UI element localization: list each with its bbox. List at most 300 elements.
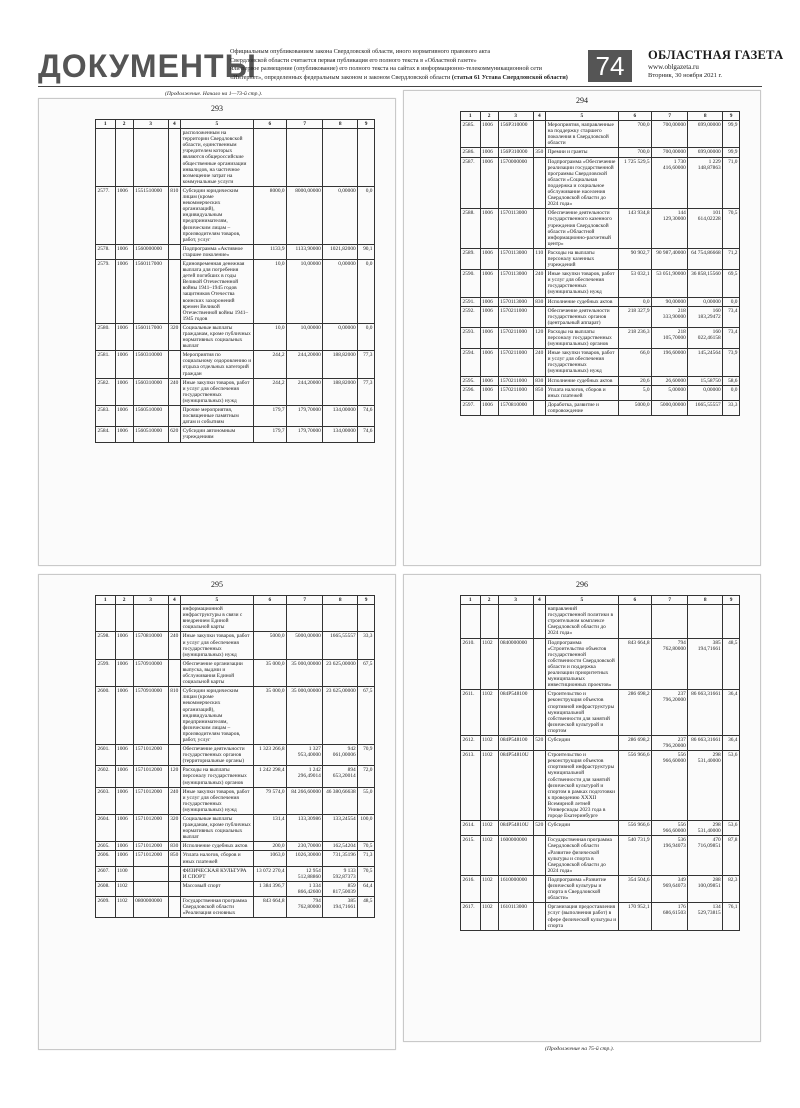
table-cell: 1006	[115, 406, 133, 427]
table-cell: 55,0	[358, 787, 375, 814]
table-cell: 99,9	[723, 121, 740, 148]
table-row	[96, 815, 375, 842]
table-cell: 1560510000	[133, 427, 168, 442]
table-cell: 1006	[480, 121, 498, 148]
table-cell: 354 504,6	[618, 875, 651, 902]
table-cell: 2606.	[96, 851, 116, 866]
notice-line: или первое размещение (опубликование) его полного текста на сайтах в информационно-телекоммуникационной сети	[230, 65, 542, 73]
table-cell: 556 966,6	[618, 821, 651, 836]
table-cell: 71,0	[723, 157, 740, 209]
table-cell: 1 242 298,4	[253, 766, 286, 787]
table-cell	[96, 129, 116, 187]
table-row	[461, 306, 740, 327]
table-cell: 1102	[480, 690, 498, 736]
table-cell: 240	[168, 787, 181, 814]
table-cell: 1102	[480, 836, 498, 876]
table-cell	[533, 121, 546, 148]
table-cell: 67,5	[358, 687, 375, 745]
column-header: 7	[287, 596, 323, 605]
table-cell: 71,3	[358, 851, 375, 866]
table-cell: 350	[533, 148, 546, 157]
table-cell: 2616.	[461, 875, 481, 902]
column-header: 6	[253, 120, 286, 129]
table-cell: 699,00000	[688, 148, 723, 157]
table-cell: 1665,55557	[688, 400, 723, 415]
table-cell: Исполнение судебных актов	[546, 297, 619, 306]
table-cell: 90 902,7	[618, 248, 651, 269]
table-cell: направлений государственной политики в строительном комплексе Свердловской области до 2024 года»	[546, 605, 619, 638]
table-cell: 1560117000	[133, 259, 168, 323]
column-header: 2	[480, 112, 498, 121]
table-cell	[133, 605, 168, 632]
table-cell: 2580.	[96, 323, 116, 350]
table-cell: 179,7	[253, 406, 286, 427]
table-cell: Подпрограмма «Развитие физической культуры и спорта в Свердловской области»	[546, 875, 619, 902]
table-cell: 1006	[115, 745, 133, 766]
table-cell: 385 194,71661	[688, 638, 723, 690]
table-cell: 145,24564	[688, 349, 723, 376]
table-cell: 1006	[480, 349, 498, 376]
table-cell: 90,1	[358, 244, 375, 259]
table-row	[96, 787, 375, 814]
page-header	[0, 0, 800, 92]
table-cell: Государственная программа Свердловской области «Реализация основных	[181, 897, 254, 918]
column-header: 2	[480, 596, 498, 605]
table-cell	[253, 605, 286, 632]
column-header: 5	[546, 112, 619, 121]
column-header: 9	[723, 596, 740, 605]
table-cell: Единовременная денежная выплата для погребения детей погибших в годы Великой Отечественной войны 1941–1945 годов защитников Отечества воинских захоронений времен Великой Отечественной войны 1941–1945 годов	[181, 259, 254, 323]
table-cell	[533, 903, 546, 930]
table-cell: 843 664,8	[253, 897, 286, 918]
table-cell: 1610113000	[498, 903, 533, 930]
column-header: 5	[181, 596, 254, 605]
table-cell	[498, 605, 533, 638]
table-cell: 1006	[115, 766, 133, 787]
table-cell: 0840000000	[498, 638, 533, 690]
table-cell: 2599.	[96, 659, 116, 686]
table-cell	[652, 605, 688, 638]
table-cell: 5000,00000	[652, 400, 688, 415]
table-cell: 2583.	[96, 406, 116, 427]
table-cell: 86 663,31661	[688, 690, 723, 736]
table-cell: 700,00000	[652, 148, 688, 157]
sheet-page-number: 295	[211, 580, 223, 589]
table-row	[461, 157, 740, 209]
table-cell: 162,54204	[323, 842, 358, 851]
table-cell: 1571012000	[133, 787, 168, 814]
document-sheet-296	[403, 574, 761, 1042]
table-cell: 1 334 866,42600	[287, 881, 323, 896]
budget-table	[95, 595, 375, 918]
table-cell: 1102	[480, 903, 498, 930]
table-cell: 1006	[115, 632, 133, 659]
table-row	[96, 323, 375, 350]
table-cell	[533, 306, 546, 327]
table-cell: Расходы на выплаты персоналу государственных (муниципальных) органов	[546, 327, 619, 348]
table-cell: 5,0	[618, 385, 651, 400]
table-cell: 1571012000	[133, 766, 168, 787]
table-cell: 230,70000	[287, 842, 323, 851]
table-cell	[533, 751, 546, 821]
table-cell: 5000,00000	[287, 632, 323, 659]
table-cell: 101 614,02228	[688, 209, 723, 249]
table-cell: 69,5	[723, 270, 740, 297]
table-cell: 1560310000	[133, 378, 168, 405]
table-cell: 1006	[115, 842, 133, 851]
table-cell: 1006	[115, 186, 133, 244]
table-cell: 240	[533, 270, 546, 297]
notice-line-text: «Интернет», определенных федеральным законом и законом Свердловской области	[230, 73, 451, 81]
table-cell: 1570211000	[498, 385, 533, 400]
table-cell: 794 762,80000	[287, 897, 323, 918]
notice-line: Официальным опубликованием закона Свердловской области, иного нормативного правового акта	[230, 48, 491, 55]
table-cell: Иные закупки товаров, работ и услуг для обеспечения государственных (муниципальных) нужд	[546, 349, 619, 376]
section-logo: ДОКУМЕНТЫ	[38, 48, 257, 84]
table-cell: 084Р548100	[498, 690, 533, 736]
table-cell: 1006	[480, 327, 498, 348]
column-header: 3	[133, 120, 168, 129]
table-cell: 2579.	[96, 259, 116, 323]
table-row	[461, 349, 740, 376]
table-cell: Организация предоставления услуг (выполнения работ) в сфере физической культуры и спорта	[547, 904, 617, 929]
document-sheet-294	[403, 90, 761, 566]
document-sheet-295	[38, 574, 396, 1050]
table-cell: 286 698,2	[618, 690, 651, 736]
table-cell: 2610.	[461, 638, 481, 690]
table-row	[461, 121, 740, 148]
table-cell: 700,00000	[652, 121, 688, 148]
table-cell: 1571012000	[133, 745, 168, 766]
table-cell	[168, 244, 181, 259]
table-cell	[323, 129, 358, 187]
table-cell: 2592.	[461, 306, 481, 327]
table-cell: 100,0	[358, 815, 375, 842]
table-cell: 33,3	[723, 400, 740, 415]
table-cell: 2578.	[96, 244, 116, 259]
table-row	[96, 378, 375, 405]
table-cell: 1560117000	[133, 323, 168, 350]
table-cell: 810	[168, 186, 181, 244]
table-cell: 1 242 296,49014	[287, 766, 323, 787]
table-cell: Иные закупки товаров, работ и услуг для обеспечения государственных (муниципальных) нужд	[181, 632, 254, 659]
table-cell: 1102	[480, 875, 498, 902]
table-cell: 70,9	[358, 745, 375, 766]
table-cell: 1006	[480, 157, 498, 209]
table-cell: 1102	[480, 751, 498, 821]
table-cell: 2596.	[461, 385, 481, 400]
table-cell: 67,5	[358, 659, 375, 686]
table-cell: 556 966,6	[618, 751, 651, 821]
table-cell: 1570211000	[498, 327, 533, 348]
table-cell	[533, 638, 546, 690]
table-cell: 731,35196	[323, 851, 358, 866]
table-cell: 1102	[115, 897, 133, 918]
table-cell: 240	[168, 378, 181, 405]
table-cell: 1571012000	[133, 842, 168, 851]
column-header: 9	[723, 112, 740, 121]
table-cell: Подпрограмма «Строительство объектов государственной собственности Свердловской области и поддержка реализации приоритетных муниципальных инвестиционных проектов»	[546, 638, 619, 690]
table-cell: Обеспечение деятельности государственного казенного учреждения Свердловской области «Областной информационно-расчетный центр»	[546, 209, 619, 249]
budget-table	[95, 119, 375, 443]
table-row	[461, 903, 740, 930]
table-cell	[533, 605, 546, 638]
table-row	[96, 605, 375, 632]
table-cell	[358, 129, 375, 187]
table-cell: 1102	[115, 881, 133, 896]
table-row	[461, 376, 740, 385]
table-cell: 1006	[115, 323, 133, 350]
column-header: 8	[688, 112, 723, 121]
table-cell: 1006	[480, 297, 498, 306]
column-header: 1	[96, 596, 116, 605]
table-cell: 237 796,20000	[652, 690, 688, 736]
table-cell: 1006	[480, 376, 498, 385]
table-cell	[168, 605, 181, 632]
official-notice	[230, 48, 582, 82]
table-cell: 35 000,0	[253, 687, 286, 745]
table-cell: 1570113000	[498, 209, 533, 249]
table-cell: 0,00000	[323, 186, 358, 244]
table-cell: 134,00000	[323, 406, 358, 427]
table-cell: 2600.	[96, 687, 116, 745]
table-cell: 10,00000	[287, 259, 323, 323]
budget-table	[460, 595, 740, 931]
table-cell: Социальные выплаты гражданам, кроме публичных нормативных социальных выплат	[181, 815, 254, 842]
table-cell: 144 129,30000	[652, 209, 688, 249]
column-header: 7	[287, 120, 323, 129]
notice-line	[230, 74, 582, 83]
column-header: 2	[115, 596, 133, 605]
table-row	[96, 745, 375, 766]
table-row	[96, 351, 375, 378]
table-row	[461, 327, 740, 348]
table-cell: 1 730 416,60000	[652, 157, 688, 209]
table-cell: 73,9	[723, 349, 740, 376]
table-cell: 2593.	[461, 327, 481, 348]
table-cell: Иные закупки товаров, работ и услуг для обеспечения государственных (муниципальных) нужд	[181, 378, 254, 405]
table-cell	[533, 400, 546, 415]
table-cell: 1570113000	[498, 248, 533, 269]
table-cell: 133,24554	[323, 815, 358, 842]
table-cell: 1570810000	[498, 400, 533, 415]
table-cell: 1006	[480, 270, 498, 297]
table-cell	[533, 690, 546, 736]
table-cell	[253, 129, 286, 187]
table-cell	[618, 605, 651, 638]
column-header: 7	[652, 112, 688, 121]
table-cell: 5000,0	[253, 632, 286, 659]
notice-bold-text: (статья 61 Устава Свердловской области)	[451, 73, 568, 81]
table-cell	[533, 875, 546, 902]
column-header: 2	[115, 120, 133, 129]
table-cell: 2588.	[461, 209, 481, 249]
table-cell: 1560510000	[133, 406, 168, 427]
table-cell: 79 574,0	[253, 787, 286, 814]
table-cell: 0,00000	[688, 385, 723, 400]
column-header: 4	[168, 596, 181, 605]
newspaper-url[interactable]: www.oblgazeta.ru	[648, 63, 699, 71]
table-cell	[168, 129, 181, 187]
table-cell: 131,4	[253, 815, 286, 842]
table-cell: 540 731,9	[618, 836, 651, 876]
column-header: 8	[688, 596, 723, 605]
table-cell: 58,6	[723, 376, 740, 385]
table-cell: 2605.	[96, 842, 116, 851]
column-header: 1	[461, 596, 481, 605]
table-cell: Исполнение судебных актов	[181, 842, 254, 851]
table-cell: 179,70000	[287, 427, 323, 442]
table-cell: 1006	[480, 148, 498, 157]
table-cell: 35 000,00000	[287, 687, 323, 745]
column-header: 1	[461, 112, 481, 121]
table-cell	[96, 605, 116, 632]
table-row	[96, 244, 375, 259]
table-cell: 1570910000	[133, 659, 168, 686]
table-cell: 196,60000	[652, 349, 688, 376]
table-cell: 244,20000	[287, 351, 323, 378]
table-cell: 23 625,00000	[323, 687, 358, 745]
table-cell: 700,0	[618, 121, 651, 148]
table-cell: 10,0	[253, 323, 286, 350]
table-cell: 0,0	[723, 385, 740, 400]
table-cell: 1006	[115, 378, 133, 405]
table-cell: 320	[168, 815, 181, 842]
table-cell: 0,00000	[323, 259, 358, 323]
table-cell: 1 229 148,87863	[688, 157, 723, 209]
table-cell: 143 934,8	[618, 209, 651, 249]
table-cell: 556 966,60000	[652, 821, 688, 836]
table-cell: 2617.	[461, 903, 481, 930]
table-cell: 240	[168, 632, 181, 659]
table-row	[96, 632, 375, 659]
table-cell: 2584.	[96, 427, 116, 442]
table-cell: 33,3	[358, 632, 375, 659]
table-cell: 84 266,60000	[287, 787, 323, 814]
table-cell: 1560000000	[133, 244, 168, 259]
table-cell: 35 000,00000	[287, 659, 323, 686]
table-cell	[533, 157, 546, 209]
table-cell: 218 236,3	[618, 327, 651, 348]
table-cell: 2609.	[96, 897, 116, 918]
table-cell: 084Р54810U	[498, 821, 533, 836]
table-row	[461, 690, 740, 736]
table-cell: 2598.	[96, 632, 116, 659]
table-cell: 1 323 266,8	[253, 745, 286, 766]
table-cell: Доработка, развитие и сопровождение	[546, 400, 619, 415]
table-cell: 244,20000	[287, 378, 323, 405]
table-cell	[115, 129, 133, 187]
table-cell: Строительство и реконструкция объектов спортивной инфраструктуры муниципальной собственности для занятий физической культурой и спортом	[546, 690, 619, 736]
table-row	[461, 605, 740, 638]
table-cell: Субсидии юридическим лицам (кроме некоммерческих организаций), индивидуальным предпринимателям, физическим лицам – производителям товаров, работ, услуг	[181, 186, 254, 244]
table-cell: 1570000000	[498, 157, 533, 209]
table-cell: 82,3	[723, 875, 740, 902]
table-cell: 13 072 270,4	[253, 866, 286, 881]
table-row	[461, 248, 740, 269]
table-cell: 1100	[115, 866, 133, 881]
table-cell: 218 333,90000	[652, 306, 688, 327]
table-cell: 120	[168, 766, 181, 787]
table-cell: Иные закупки товаров, работ и услуг для обеспечения государственных (муниципальных) нужд	[181, 787, 254, 814]
column-header: 3	[498, 596, 533, 605]
column-header: 8	[323, 596, 358, 605]
table-row	[96, 897, 375, 918]
table-cell: 90,00000	[652, 297, 688, 306]
table-cell: 160 183,29472	[688, 306, 723, 327]
table-row	[96, 659, 375, 686]
table-cell: 1560310000	[133, 351, 168, 378]
table-cell: 298 531,40000	[688, 821, 723, 836]
table-cell: 218 327,9	[618, 306, 651, 327]
column-header: 9	[358, 120, 375, 129]
table-cell: Расходы на выплаты персоналу государственных (муниципальных) органов	[181, 766, 254, 787]
table-cell: Иные закупки товаров, работ и услуг для обеспечения государственных (муниципальных) нужд	[546, 270, 619, 297]
table-cell: 830	[168, 842, 181, 851]
table-cell: Расходы на выплаты персоналу казенных учреждений	[546, 248, 619, 269]
table-cell: 20,6	[618, 376, 651, 385]
table-cell: 2612.	[461, 735, 481, 750]
table-cell: 0,0	[358, 323, 375, 350]
table-cell: 53,6	[723, 821, 740, 836]
table-row	[96, 766, 375, 787]
table-cell	[723, 605, 740, 638]
table-cell: Прочие мероприятия, посвященные памятным датам и событиям	[181, 406, 254, 427]
table-cell: 8000,0	[253, 186, 286, 244]
table-cell: Строительство и реконструкция объектов спортивной инфраструктуры муниципальной собственности для занятий физической культурой и спортом в рамках подготовки к проведению XXXII Всемирной летней Универсиады 2023 года в городе Екатеринбурге	[546, 751, 619, 821]
table-cell: 73,4	[723, 306, 740, 327]
table-cell: 1006	[115, 244, 133, 259]
table-cell: 1006	[115, 259, 133, 323]
table-cell: 1006	[480, 400, 498, 415]
table-cell: 1570211000	[498, 376, 533, 385]
table-cell: 1 384 396,7	[253, 881, 286, 896]
table-header-row	[96, 596, 375, 605]
table-cell: 1006	[480, 248, 498, 269]
table-cell: 26,60000	[652, 376, 688, 385]
table-cell	[287, 605, 323, 632]
table-cell: 1133,9	[253, 244, 286, 259]
table-cell: 53 032,1	[618, 270, 651, 297]
table-cell: Государственная программа Свердловской области «Развитие физической культуры и спорта в Свердловской области до 2024 года»	[546, 836, 619, 876]
table-cell	[115, 605, 133, 632]
column-header: 1	[96, 120, 116, 129]
table-cell: информационной инфраструктуры в связи с внедрением Единой социальной карты	[181, 605, 254, 632]
table-cell: расположенным на территории Свердловской области, единственным учредителем которых являются общероссийские общественные организации инвалидов, на частичное возмещение затрат на коммунальные услуги	[181, 129, 254, 187]
table-row	[96, 851, 375, 866]
table-cell: 810	[168, 687, 181, 745]
column-header: 4	[533, 596, 546, 605]
table-row	[96, 881, 375, 896]
table-cell: 1570810000	[133, 632, 168, 659]
table-cell: 520	[533, 821, 546, 836]
table-cell: 0800000000	[133, 897, 168, 918]
table-cell: Массовый спорт	[181, 881, 254, 896]
table-cell: 2595.	[461, 376, 481, 385]
table-cell: 2615.	[461, 836, 481, 876]
table-cell: 1006	[115, 659, 133, 686]
table-cell: 1571012000	[133, 815, 168, 842]
table-cell: 200,0	[253, 842, 286, 851]
table-cell: 70,5	[358, 842, 375, 851]
table-cell	[533, 836, 546, 876]
table-row	[96, 259, 375, 323]
table-cell	[168, 406, 181, 427]
table-row	[461, 270, 740, 297]
table-cell: 1570910000	[133, 687, 168, 745]
table-cell	[168, 351, 181, 378]
table-cell: 23 625,00000	[323, 659, 358, 686]
